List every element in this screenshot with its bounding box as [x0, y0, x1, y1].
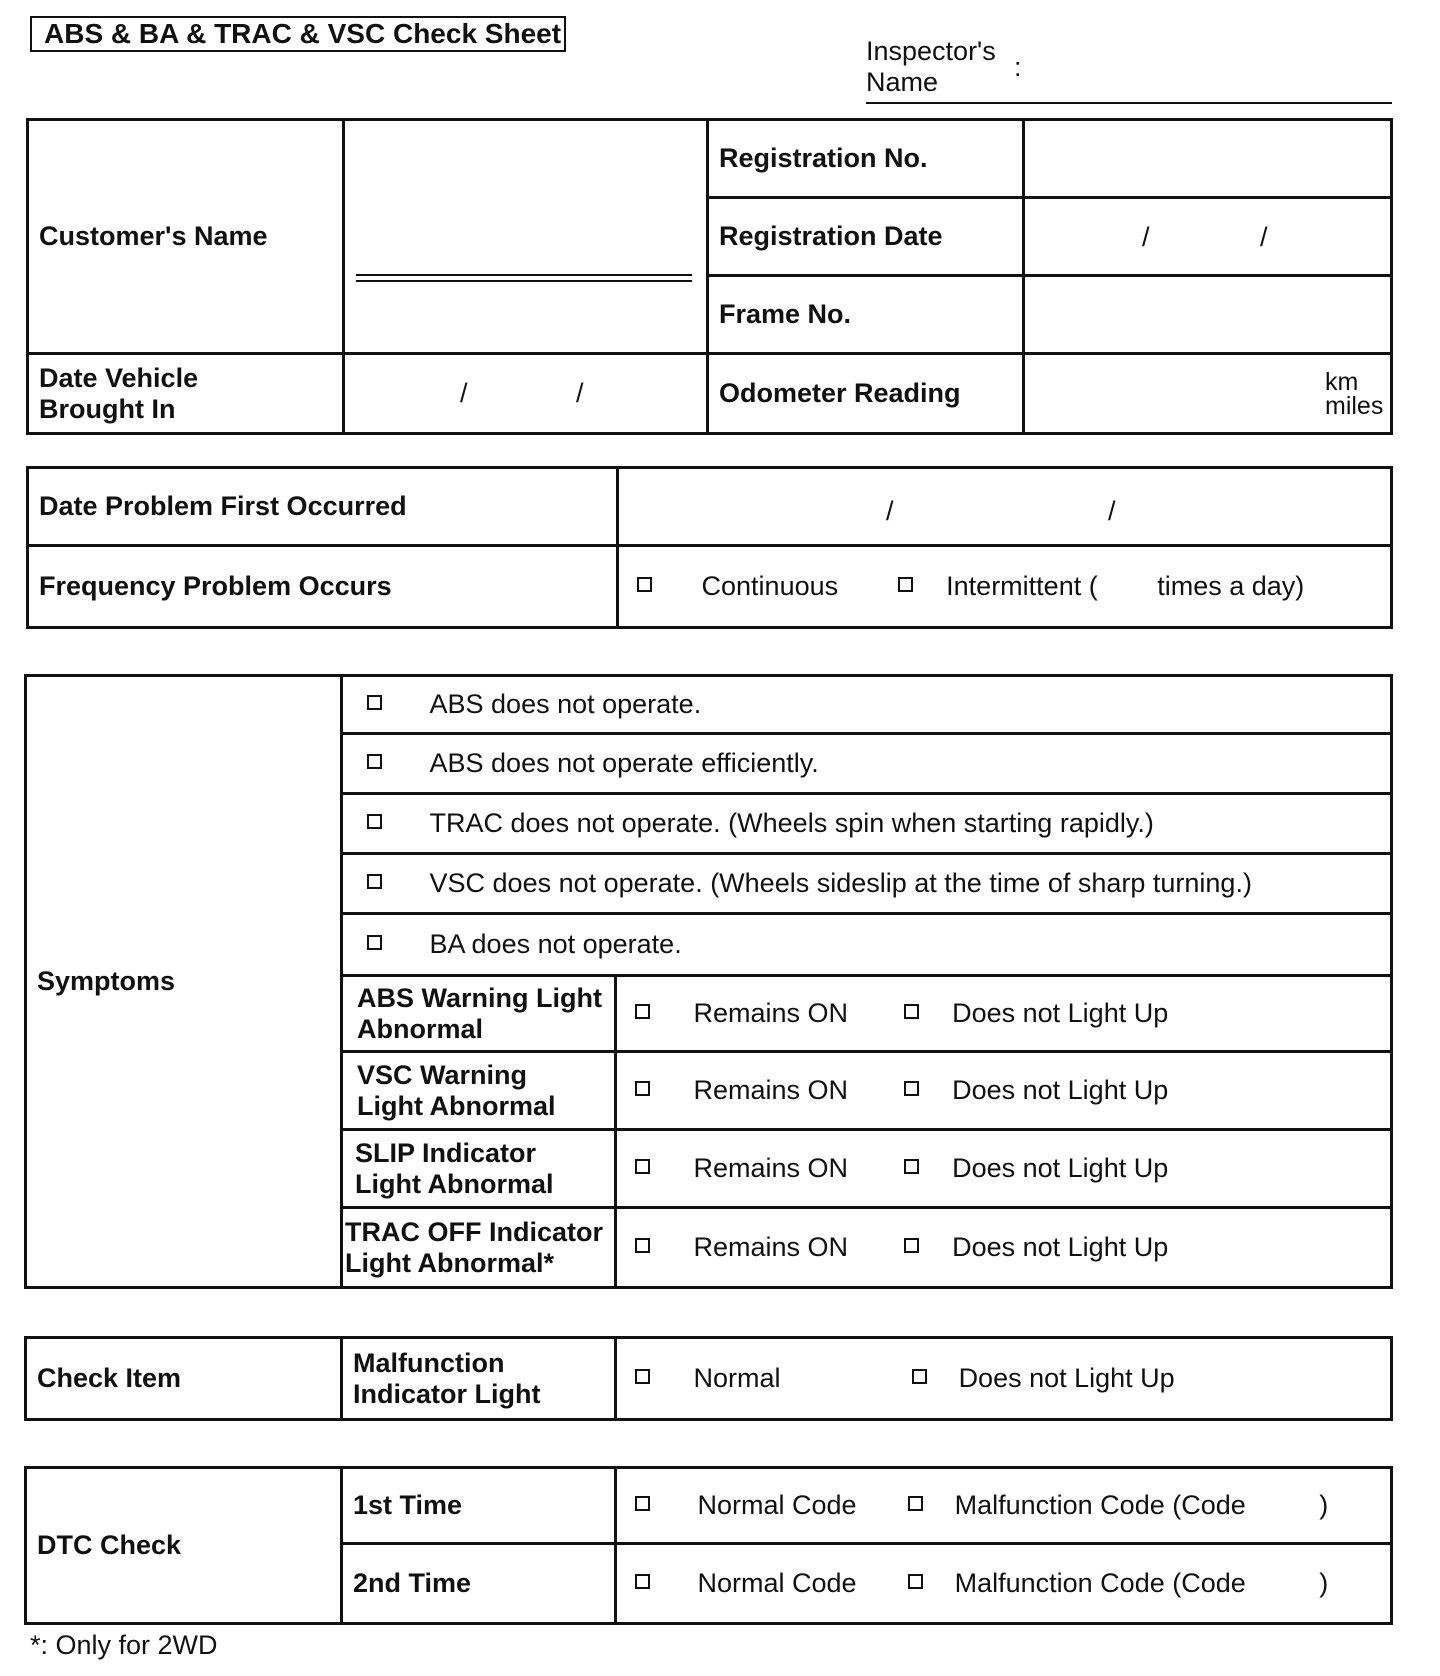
trac-off-indicator-label: [342, 1208, 616, 1288]
registration-no-field[interactable]: [1024, 120, 1392, 198]
inspector-label-line2: Name: [866, 67, 939, 97]
vsc-warning-label-line2: Light Abnormal: [357, 1090, 556, 1121]
continuous-label: Continuous: [701, 571, 839, 601]
mil-normal-checkbox[interactable]: [635, 1369, 650, 1384]
vehicle-info-table: [26, 118, 1393, 435]
times-a-day-label: times a day): [1157, 571, 1305, 601]
symptom-3-text: TRAC does not operate. (Wheels spin when starting rapidly.): [429, 808, 1154, 838]
symptom-1-text: ABS does not operate.: [429, 689, 702, 719]
frame-no-label: Frame No.: [708, 276, 1024, 354]
dtc-check-table: [24, 1466, 1393, 1625]
problem-table: [26, 466, 1393, 629]
vsc-warning-options: [616, 1052, 1392, 1130]
symptoms-table: [24, 674, 1393, 1289]
dtc-first-label: 1st Time: [342, 1468, 616, 1544]
slip-remains-on-label: Remains ON: [693, 1153, 849, 1183]
customer-name-field[interactable]: [344, 120, 708, 354]
vsc-remains-on-checkbox[interactable]: [635, 1081, 650, 1096]
dtc-first-close-paren: ): [1319, 1490, 1329, 1520]
registration-no-label: Registration No.: [708, 120, 1024, 198]
odometer-unit-km: km: [1325, 367, 1359, 396]
customer-name-underline-1: [356, 274, 692, 276]
dtc-check-label: DTC Check: [26, 1468, 342, 1624]
slip-indicator-options: [616, 1130, 1392, 1208]
dtc-second-normal-label: Normal Code: [697, 1568, 857, 1598]
slip-indicator-label: [342, 1130, 616, 1208]
trac-off-label-line2: Light Abnormal*: [345, 1247, 554, 1278]
symptom-row-5: [342, 914, 1392, 976]
dtc-second-malfunction-label: Malfunction Code (Code: [954, 1568, 1246, 1598]
abs-does-not-light-checkbox[interactable]: [904, 1004, 919, 1019]
symptom-row-4: [342, 854, 1392, 914]
symptoms-label: Symptoms: [26, 676, 342, 1288]
trac-off-remains-on-label: Remains ON: [693, 1232, 849, 1262]
trac-off-remains-on-checkbox[interactable]: [635, 1238, 650, 1253]
registration-date-label: Registration Date: [708, 198, 1024, 276]
dtc-first-options: [616, 1468, 1392, 1544]
registration-date-slash-2: /: [1260, 222, 1268, 252]
trac-off-options: [616, 1208, 1392, 1288]
symptom-5-checkbox[interactable]: [367, 935, 382, 950]
abs-warning-label-line1: ABS Warning Light: [357, 982, 602, 1013]
slip-does-not-light-checkbox[interactable]: [904, 1159, 919, 1174]
symptom-2-checkbox[interactable]: [367, 754, 382, 769]
dtc-first-malfunction-label: Malfunction Code (Code: [954, 1490, 1246, 1520]
date-problem-slash-2: /: [1108, 496, 1116, 526]
date-vehicle-slash-2: /: [576, 378, 584, 408]
dtc-second-normal-checkbox[interactable]: [635, 1574, 650, 1589]
date-problem-slash-1: /: [886, 496, 894, 526]
mil-label-line2: Indicator Light: [353, 1378, 541, 1409]
date-vehicle-slash-1: /: [460, 378, 468, 408]
slip-indicator-label-line1: SLIP Indicator: [355, 1137, 537, 1168]
date-vehicle-label-line1: Date Vehicle: [39, 362, 199, 393]
symptom-row-3: [342, 794, 1392, 854]
odometer-unit-miles: miles: [1325, 391, 1384, 420]
registration-date-field[interactable]: [1024, 198, 1392, 276]
slip-indicator-label-line2: Light Abnormal: [355, 1168, 554, 1199]
date-problem-label: Date Problem First Occurred: [28, 468, 618, 546]
date-vehicle-field[interactable]: [344, 354, 708, 434]
odometer-field[interactable]: [1024, 354, 1392, 434]
frame-no-field[interactable]: [1024, 276, 1392, 354]
inspector-label: [866, 36, 996, 98]
inspector-name-field[interactable]: [866, 102, 1392, 104]
slip-does-not-light-label: Does not Light Up: [952, 1153, 1169, 1183]
mil-label-line1: Malfunction: [353, 1347, 505, 1378]
mil-label: [342, 1338, 616, 1420]
dtc-second-malfunction-checkbox[interactable]: [908, 1574, 923, 1589]
inspector-colon: :: [1014, 52, 1022, 82]
customer-name-underline-2: [356, 280, 692, 282]
symptom-4-checkbox[interactable]: [367, 874, 382, 889]
vsc-remains-on-label: Remains ON: [693, 1075, 849, 1105]
date-vehicle-label: [28, 354, 344, 434]
abs-does-not-light-label: Does not Light Up: [952, 998, 1169, 1028]
abs-remains-on-label: Remains ON: [693, 998, 849, 1028]
continuous-checkbox[interactable]: [637, 577, 652, 592]
slip-remains-on-checkbox[interactable]: [635, 1159, 650, 1174]
sheet-title: ABS & BA & TRAC & VSC Check Sheet: [30, 16, 566, 52]
vsc-does-not-light-checkbox[interactable]: [904, 1081, 919, 1096]
footnote: *: Only for 2WD: [30, 1630, 218, 1660]
abs-warning-label: [342, 976, 616, 1052]
check-item-label: Check Item: [26, 1338, 342, 1420]
abs-remains-on-checkbox[interactable]: [635, 1004, 650, 1019]
dtc-second-close-paren: ): [1319, 1568, 1329, 1598]
dtc-first-normal-label: Normal Code: [697, 1490, 857, 1520]
dtc-first-malfunction-checkbox[interactable]: [908, 1496, 923, 1511]
abs-warning-label-line2: Abnormal: [357, 1013, 484, 1044]
trac-off-label-line1: TRAC OFF Indicator: [345, 1216, 603, 1247]
trac-off-does-not-light-label: Does not Light Up: [952, 1232, 1169, 1262]
symptom-1-checkbox[interactable]: [367, 695, 382, 710]
dtc-second-label: 2nd Time: [342, 1544, 616, 1624]
vsc-does-not-light-label: Does not Light Up: [952, 1075, 1169, 1105]
date-problem-field[interactable]: [618, 468, 1392, 546]
symptom-3-checkbox[interactable]: [367, 814, 382, 829]
intermittent-checkbox[interactable]: [898, 577, 913, 592]
mil-does-not-light-label: Does not Light Up: [958, 1363, 1175, 1393]
mil-options: [616, 1338, 1392, 1420]
symptom-row-1: [342, 676, 1392, 734]
symptom-row-2: [342, 734, 1392, 794]
check-item-table: [24, 1336, 1393, 1421]
mil-does-not-light-checkbox[interactable]: [912, 1369, 927, 1384]
symptom-5-text: BA does not operate.: [429, 929, 682, 959]
frequency-label: Frequency Problem Occurs: [28, 546, 618, 628]
symptom-4-text: VSC does not operate. (Wheels sideslip at the time of sharp turning.): [429, 868, 1252, 898]
odometer-label: Odometer Reading: [708, 354, 1024, 434]
intermittent-label: Intermittent (: [946, 571, 1098, 601]
trac-off-does-not-light-checkbox[interactable]: [904, 1238, 919, 1253]
registration-date-slash-1: /: [1142, 222, 1150, 252]
mil-normal-label: Normal: [693, 1363, 781, 1393]
dtc-first-normal-checkbox[interactable]: [635, 1496, 650, 1511]
date-vehicle-label-line2: Brought In: [39, 393, 176, 424]
customer-name-label: Customer's Name: [28, 120, 344, 354]
abs-warning-options: [616, 976, 1392, 1052]
frequency-options: [618, 546, 1392, 628]
vsc-warning-label: [342, 1052, 616, 1130]
dtc-second-options: [616, 1544, 1392, 1624]
vsc-warning-label-line1: VSC Warning: [357, 1059, 528, 1090]
symptom-2-text: ABS does not operate efficiently.: [429, 748, 819, 778]
inspector-label-line1: Inspector's: [866, 36, 996, 66]
